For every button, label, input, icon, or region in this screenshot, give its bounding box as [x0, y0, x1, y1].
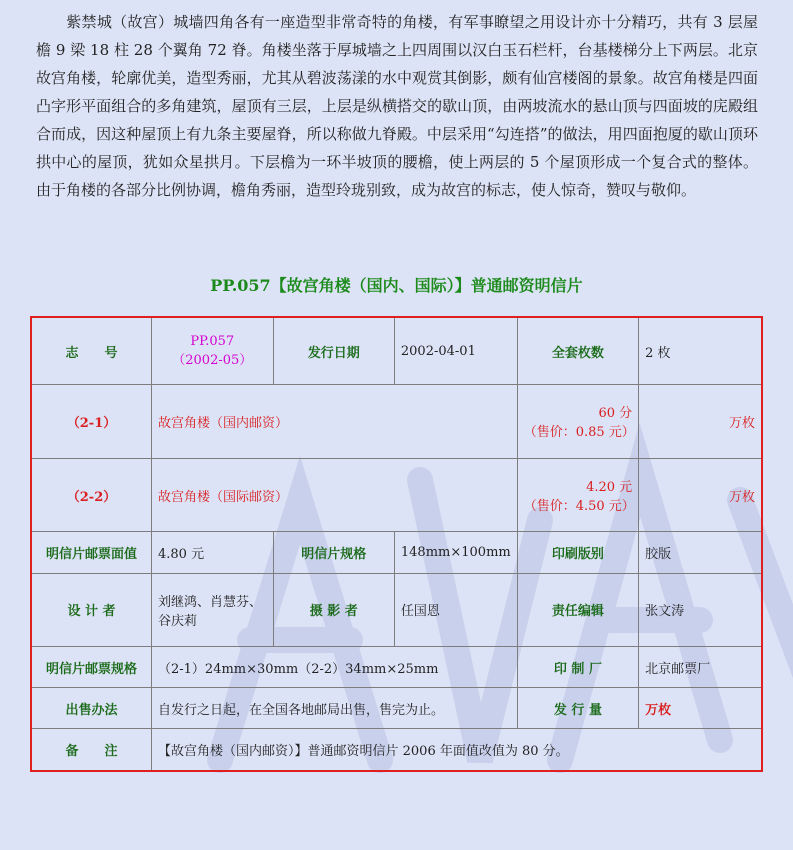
item-code-2-1: （2-1）: [31, 385, 152, 459]
printer-value: 北京邮票厂: [639, 647, 762, 688]
item-face-cell-2-2: [517, 458, 638, 532]
item-code-2-2: （2-2）: [31, 458, 152, 532]
volume-value: 万枚: [639, 688, 762, 729]
label-photographer: 摄 影 者: [273, 573, 394, 647]
item-qty-2-2: 万枚: [639, 458, 762, 532]
photographer-value: 任国恩: [394, 573, 517, 647]
intro-text: 紫禁城（故宫）城墙四角各有一座造型非常奇特的角楼，有军事瞭望之用设计亦十分精巧，共有 3 层屋檐 9 梁 18 柱 28 个翼角 72 脊。角楼坐落于厚城墙之上四周围以汉白玉石栏杆，台基楼梯分上下两层。北京故宫角楼，轮廓优美，造型秀丽，尤其从碧波荡漾的水中观赏其倒影，颇有仙宫楼阁的景象。故宫角楼是四面凸字形平面组合的多角建筑，屋顶有三层，上层是纵横搭交的歇山顶，由两坡流水的悬山顶与四面坡的庑殿组合而成，因这种屋顶上有九条主要屋脊，所以称做九脊殿。中层采用“勾连搭”的做法，用四面抱厦的歇山顶环拱中心的屋顶，犹如众星拱月。下层檐为一环半坡顶的腰檐，使上两层的 5 个屋顶形成一个复合式的整体。由于角楼的各部分比例协调，檐角秀丽，造型玲珑别致，成为故宫的标志，使人惊奇，赞叹与敬仰。: [36, 13, 758, 199]
label-set-count: 全套枚数: [517, 317, 638, 385]
label-zhihao: 志 号: [31, 317, 152, 385]
label-face-value: 明信片邮票面值: [31, 532, 152, 573]
label-designer: 设 计 者: [31, 573, 152, 647]
table-row: [31, 729, 762, 771]
face-value: 4.80 元: [152, 532, 274, 573]
zhihao-sub: （2002-05）: [172, 353, 253, 369]
item-qty-2-1: 万枚: [639, 385, 762, 459]
item-face-2-2: 4.20 元: [586, 480, 633, 496]
stamp-size-value: （2-1）24mm×30mm（2-2）34mm×25mm: [152, 647, 518, 688]
card-size-value: 148mm×100mm: [394, 532, 517, 573]
zhihao-value: PP.057: [190, 334, 235, 350]
label-stamp-size: 明信片邮票规格: [31, 647, 152, 688]
item-name-2-2: 故宫角楼（国际邮资）: [152, 458, 518, 532]
item-face-cell-2-1: [517, 385, 638, 459]
item-face-2-1: 60 分: [598, 406, 633, 422]
label-card-size: 明信片规格: [273, 532, 394, 573]
editor-value: 张文涛: [639, 573, 762, 647]
label-sale-method: 出售办法: [31, 688, 152, 729]
label-print-type: 印刷版别: [517, 532, 638, 573]
table-row: [31, 317, 762, 385]
issue-date-value: 2002-04-01: [394, 317, 517, 385]
label-volume: 发 行 量: [517, 688, 638, 729]
label-note: 备 注: [31, 729, 152, 771]
note-value: 【故宫角楼（国内邮资）】普通邮资明信片 2006 年面值改值为 80 分。: [152, 729, 763, 771]
print-type-value: 胶版: [639, 532, 762, 573]
item-price-2-1: （售价：0.85 元）: [523, 425, 635, 441]
table-row: [31, 532, 762, 573]
table-row: [31, 647, 762, 688]
sale-method-value: 自发行之日起，在全国各地邮局出售，售完为止。: [152, 688, 518, 729]
label-editor: 责任编辑: [517, 573, 638, 647]
table-row: [31, 458, 762, 532]
designer-value: 刘继鸿、肖慧芬、谷庆莉: [152, 573, 274, 647]
item-name-2-1: 故宫角楼（国内邮资）: [152, 385, 518, 459]
table-row: [31, 573, 762, 647]
intro-paragraph: [36, 8, 758, 204]
set-count-value: 2 枚: [639, 317, 762, 385]
label-printer: 印 制 厂: [517, 647, 638, 688]
zhihao-value-cell: [152, 317, 274, 385]
table-row: [31, 688, 762, 729]
postcard-info-table: [30, 316, 763, 772]
table-row: [31, 385, 762, 459]
label-issue-date: 发行日期: [273, 317, 394, 385]
postcard-title: PP.057【故宫角楼（国内、国际）】普通邮资明信片: [210, 276, 583, 295]
item-price-2-2: （售价：4.50 元）: [523, 499, 635, 515]
